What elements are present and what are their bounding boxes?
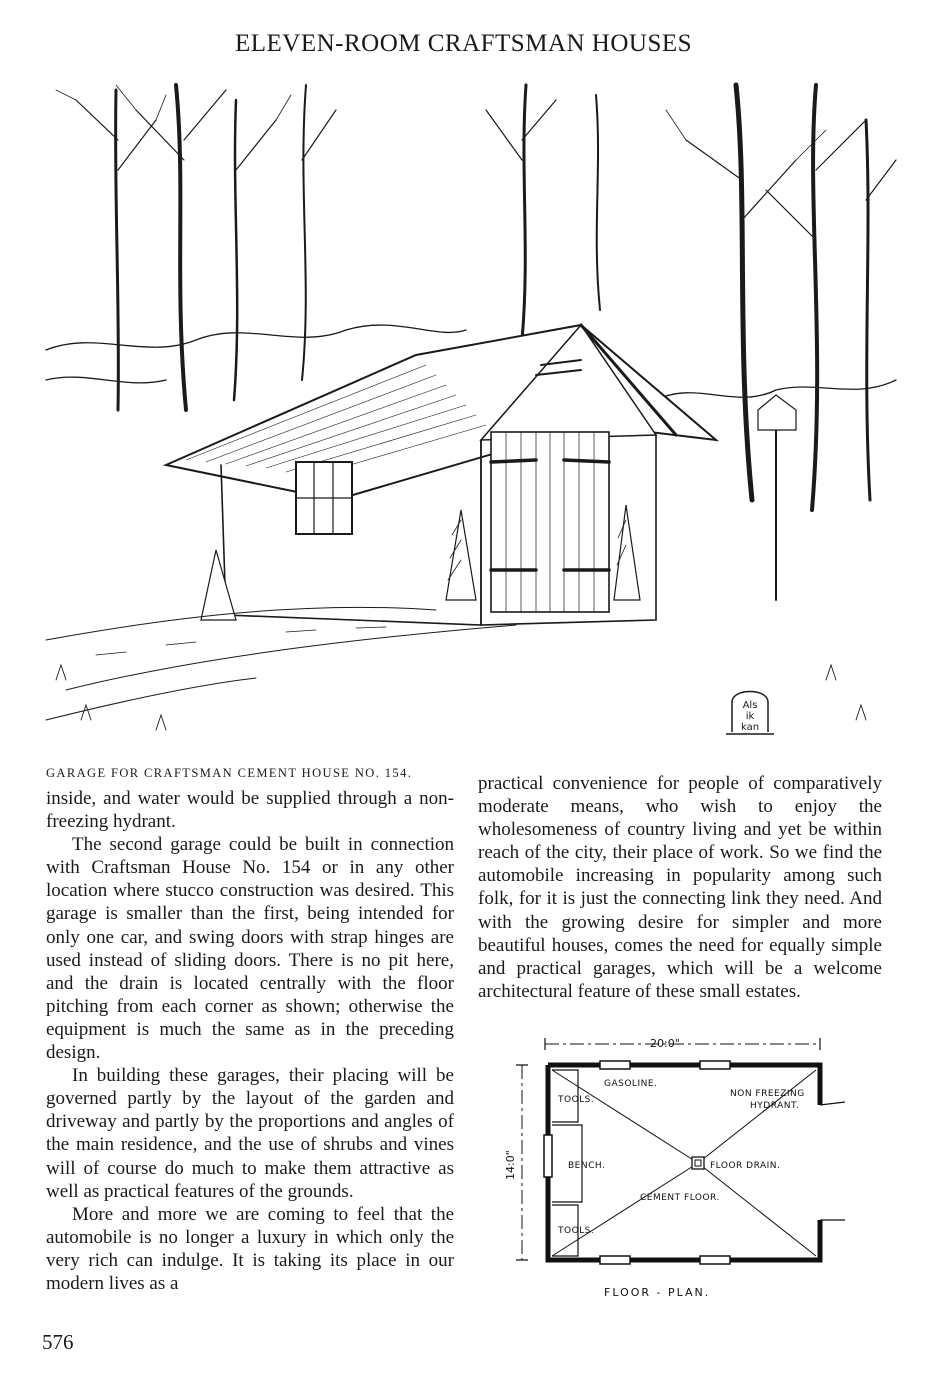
paragraph: inside, and water would be supplied through a non-freezing hydrant. bbox=[46, 788, 454, 833]
label-gasoline: GASOLINE. bbox=[604, 1079, 658, 1089]
signature-line-2: ik bbox=[745, 711, 755, 722]
signature-line-1: Als bbox=[742, 700, 758, 711]
label-floor-drain: FLOOR DRAIN. bbox=[710, 1161, 781, 1171]
label-tools-top: TOOLS. bbox=[558, 1095, 595, 1105]
floor-plan-drawing bbox=[500, 1030, 860, 1310]
garage-illustration bbox=[36, 80, 898, 760]
page-title: ELEVEN-ROOM CRAFTSMAN HOUSES bbox=[234, 30, 693, 57]
paragraph: The second garage could be built in connection with Craftsman House No. 154 or in any other location where stucco construction was desired. This garage is smaller than the first, being intended for only one car, and swing doors with strap hinges are used instead of sliding doors. There is no pit here, and the drain is located centrally with the floor pitching from each corner as shown; otherwise the equipment is much the same as in the preceding design. bbox=[46, 834, 454, 1064]
label-hydrant-1: NON FREEZING bbox=[730, 1089, 805, 1099]
left-column bbox=[46, 787, 454, 1295]
garage-drawing bbox=[36, 80, 898, 760]
floor-plan-title: FLOOR - PLAN. bbox=[604, 1286, 711, 1299]
page-number: 576 bbox=[42, 1330, 74, 1354]
right-column bbox=[478, 772, 882, 1003]
paragraph: practical convenience for people of comparatively moderate means, who wish to enjoy the wholesomeness of country living and yet be within reach of the city, their place of work. So we find the automobile increasing in popularity among such folk, for it is just the connecting link they need. And with the growing desire for simpler and more beautiful houses, comes the need for equally simple and practical garages, which will be a welcome architectural feature of these small estates. bbox=[478, 773, 882, 1002]
signature-line-3: kan bbox=[740, 722, 760, 733]
figure-caption: GARAGE FOR CRAFTSMAN CEMENT HOUSE NO. 154. bbox=[46, 766, 413, 780]
depth-dimension: 14:0" bbox=[504, 1150, 517, 1180]
width-dimension: 20:0" bbox=[650, 1037, 680, 1050]
paragraph: In building these garages, their placing will be governed partly by the layout of the garden and driveway and partly by the proportions and angles of the main residence, and the use of shrubs and vines will of course do much to make them attractive as well as practical features of the grounds. bbox=[46, 1065, 454, 1202]
artist-signature bbox=[726, 692, 774, 735]
label-bench: BENCH. bbox=[568, 1161, 606, 1171]
label-tools-bottom: TOOLS. bbox=[558, 1226, 595, 1236]
floor-plan-diagram bbox=[500, 1030, 860, 1310]
paragraph: More and more we are coming to feel that the automobile is no longer a luxury in which only the very rich can indulge. It is taking its place in our modern lives as a bbox=[46, 1203, 454, 1294]
label-hydrant-2: HYDRANT. bbox=[750, 1101, 800, 1111]
label-cement-floor: CEMENT FLOOR. bbox=[640, 1193, 720, 1203]
